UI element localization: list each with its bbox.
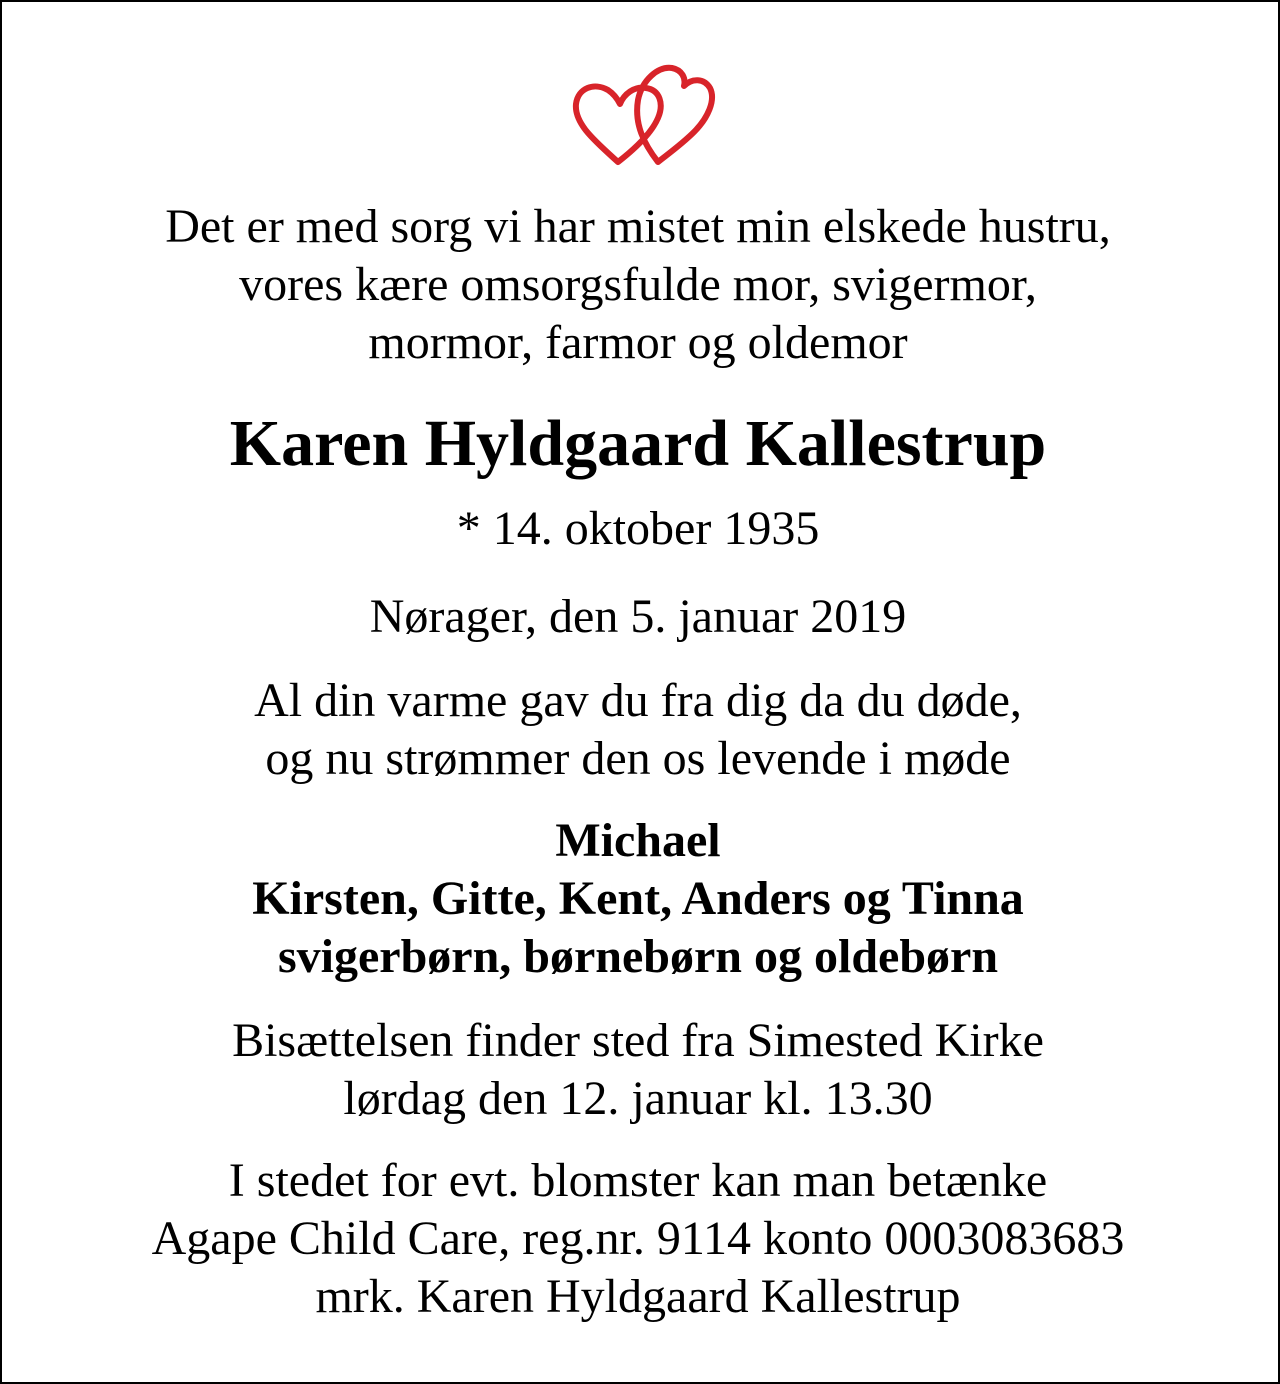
funeral-line-1: Bisættelsen finder sted fra Simested Kirke bbox=[232, 1014, 1044, 1067]
verse-line-2: og nu strømmer den os levende i møde bbox=[265, 732, 1011, 785]
funeral-line-2: lørdag den 12. januar kl. 13.30 bbox=[343, 1072, 933, 1125]
mourner-line-3: svigerbørn, børnebørn og oldebørn bbox=[277, 930, 999, 983]
donation-line-3: mrk. Karen Hyldgaard Kallestrup bbox=[315, 1270, 961, 1323]
mourner-line-2: Kirsten, Gitte, Kent, Anders og Tinna bbox=[252, 872, 1024, 925]
death-place-date: Nørager, den 5. januar 2019 bbox=[369, 590, 907, 643]
intro-line-1: Det er med sorg vi har mistet min elskede hustru, bbox=[165, 200, 1111, 253]
deceased-name: Karen Hyldgaard Kallestrup bbox=[229, 407, 1047, 480]
birth-date: * 14. oktober 1935 bbox=[456, 502, 820, 555]
verse-line-1: Al din varme gav du fra dig da du døde, bbox=[254, 674, 1022, 727]
donation-line-2: Agape Child Care, reg.nr. 9114 konto 0003083683 bbox=[151, 1212, 1125, 1265]
mourner-line-1: Michael bbox=[555, 814, 721, 867]
donation-line-1: I stedet for evt. blomster kan man betænke bbox=[228, 1154, 1048, 1207]
intro-line-2: vores kære omsorgsfulde mor, svigermor, bbox=[239, 258, 1037, 311]
hearts-icon bbox=[566, 58, 716, 170]
intro-line-3: mormor, farmor og oldemor bbox=[368, 316, 908, 369]
